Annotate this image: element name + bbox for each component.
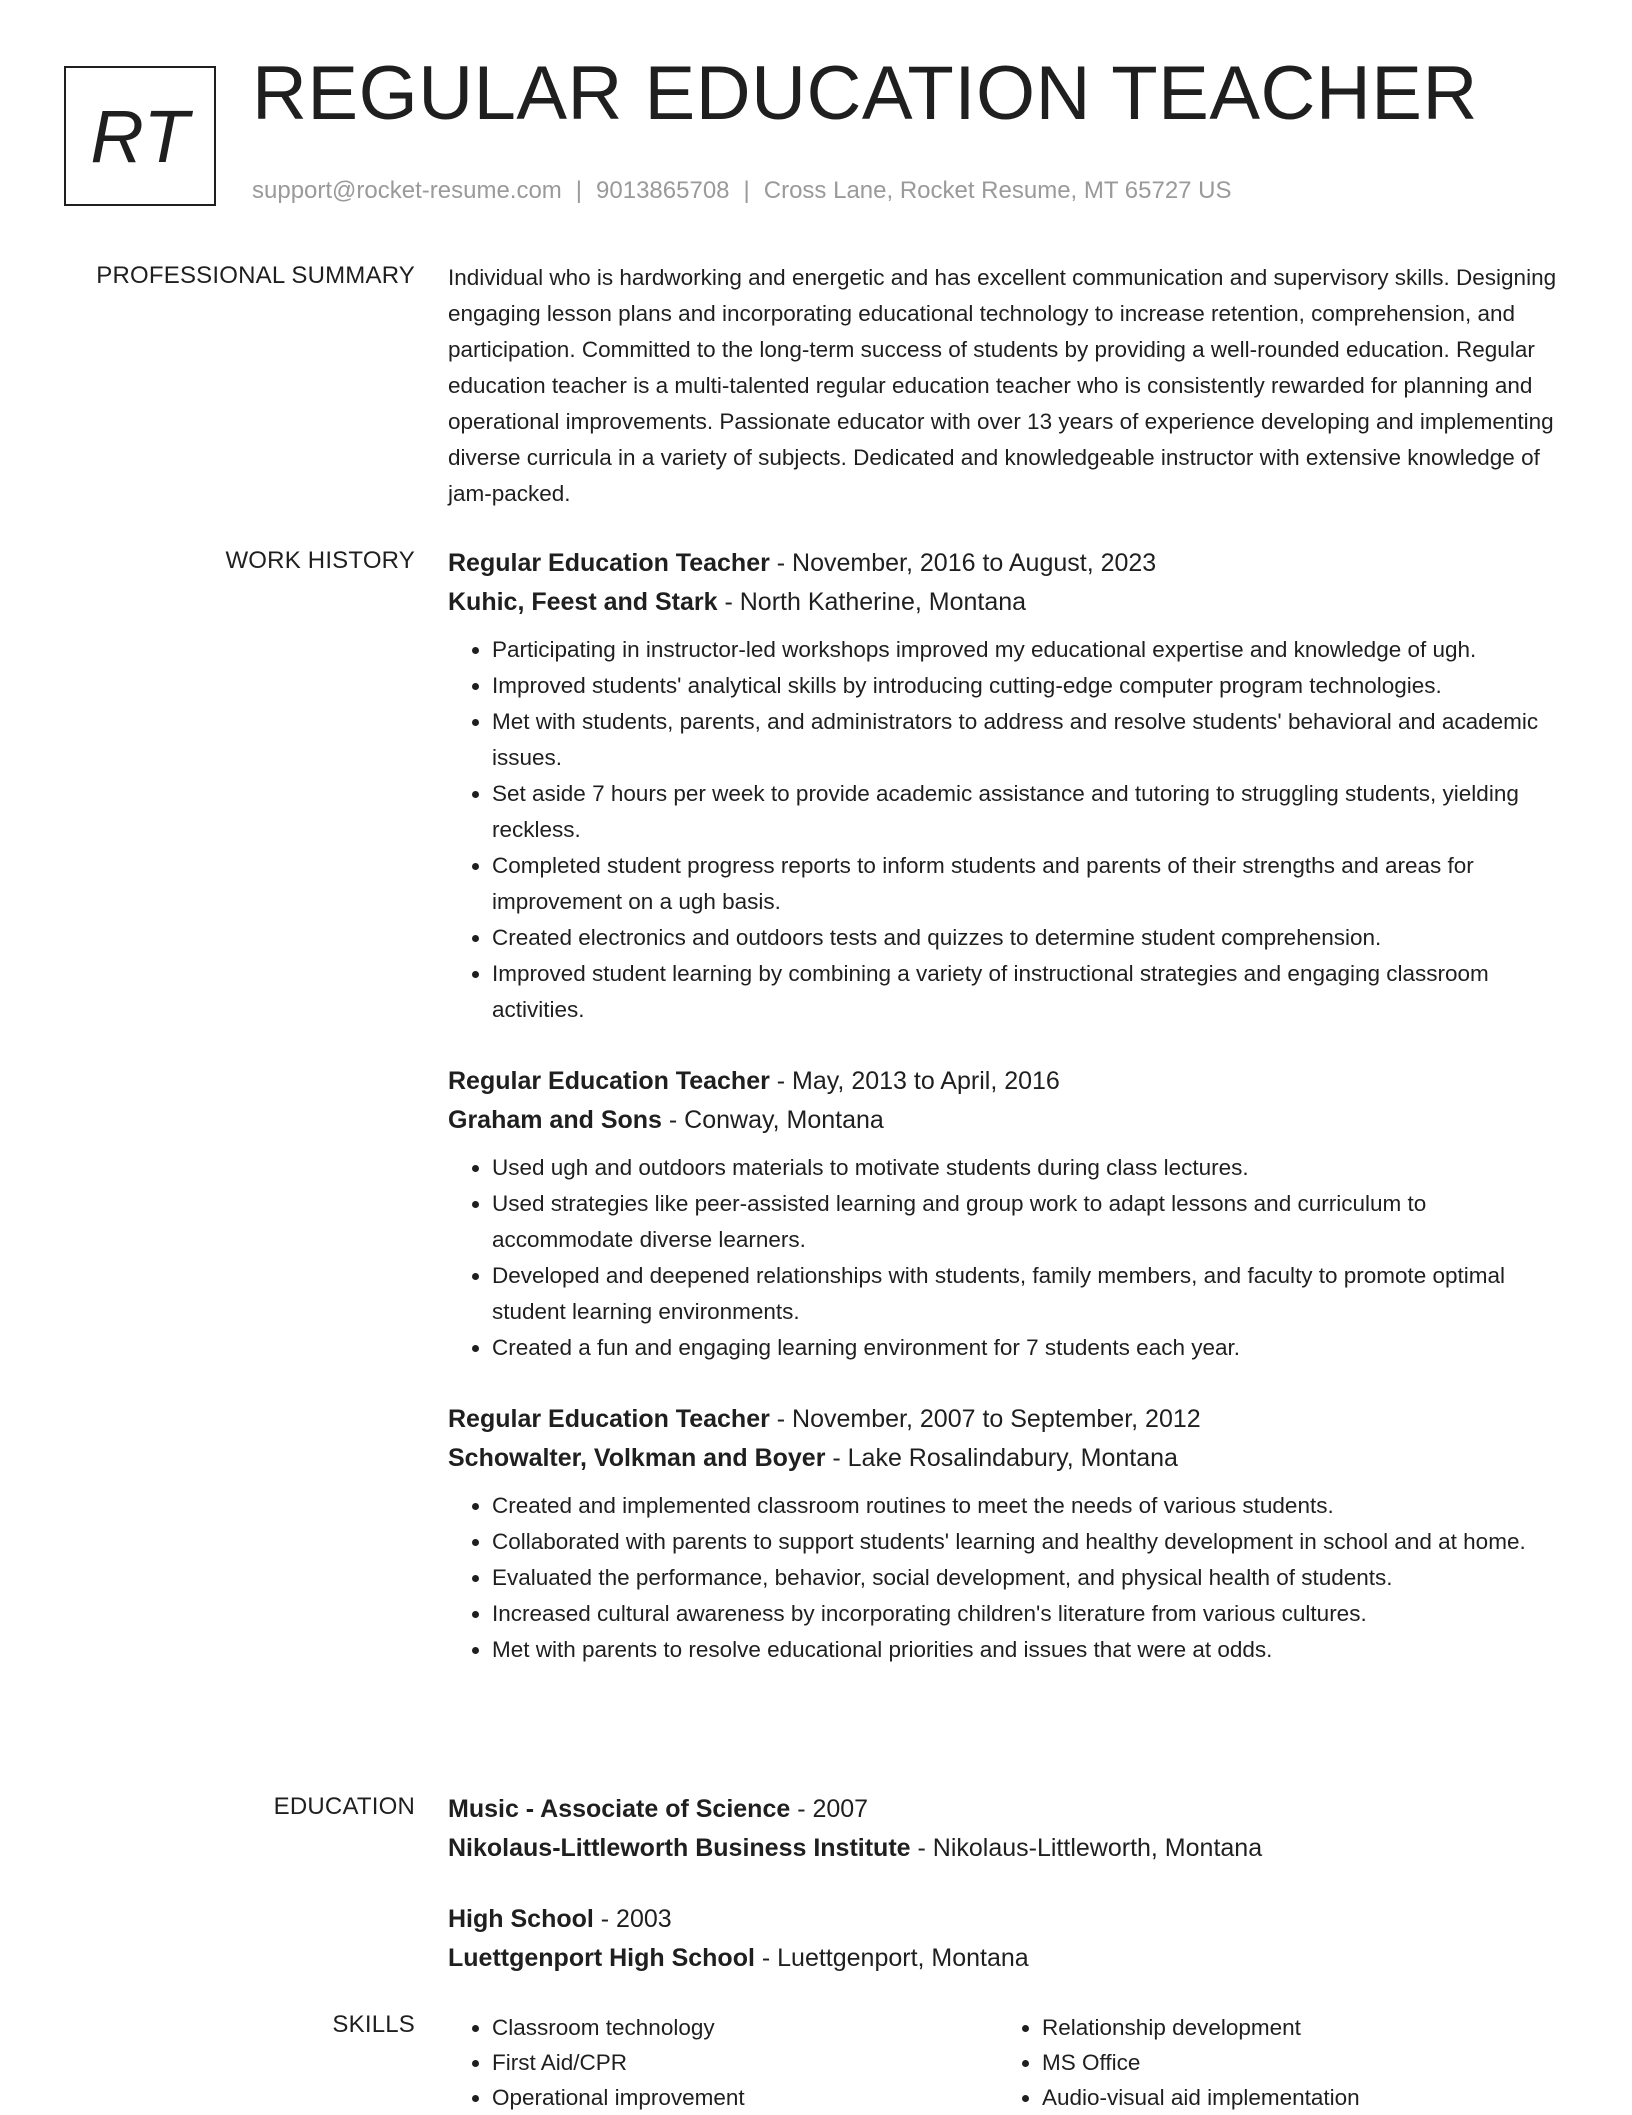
job-role: Regular Education Teacher: [448, 1405, 770, 1433]
list-item: • Evaluated the performance, behavior, social development, and physical health of students.: [492, 1560, 1568, 1596]
list-item: • Improved student learning by combining a variety of instructional strategies and engaging classroom activities.: [492, 956, 1568, 1028]
resume-name: REGULAR EDUCATION TEACHER: [252, 51, 1478, 136]
skills-grid: [448, 2010, 1568, 2115]
list-item: • Collaborated with parents to support students' learning and healthy development in school and at home.: [492, 1524, 1568, 1560]
job-location: - Conway, Montana: [661, 1106, 884, 1134]
education-school: Nikolaus-Littleworth Business Institute: [448, 1834, 911, 1862]
contact-line: [252, 177, 1232, 205]
skills-list-right: [998, 2010, 1548, 2115]
job-company: Schowalter, Volkman and Boyer: [448, 1444, 826, 1472]
job-entry: [448, 1400, 1568, 1668]
work-body: [448, 544, 1568, 1702]
education-degree-line: [448, 1900, 1568, 1939]
education-entry: [448, 1900, 1568, 1978]
job-company-line: [448, 583, 1568, 622]
education-location: - Nikolaus-Littleworth, Montana: [910, 1834, 1263, 1862]
skills-body: [448, 2010, 1568, 2115]
list-item: • Increased cultural awareness by incorporating children's literature from various cultures.: [492, 1596, 1568, 1632]
monogram-box: [64, 66, 216, 206]
education-location: - Luettgenport, Montana: [754, 1944, 1029, 1972]
job-location: - North Katherine, Montana: [717, 588, 1027, 616]
section-title-skills: SKILLS: [332, 2011, 415, 2038]
job-company-line: [448, 1101, 1568, 1140]
job-entry: [448, 1062, 1568, 1366]
job-role: Regular Education Teacher: [448, 549, 770, 577]
list-item: • Audio-visual aid implementation: [1042, 2080, 1548, 2115]
contact-email[interactable]: support@rocket-resume.com: [252, 177, 562, 204]
list-item: • Met with parents to resolve educational priorities and issues that were at odds.: [492, 1632, 1568, 1668]
job-title-line: [448, 544, 1568, 583]
job-company: Kuhic, Feest and Stark: [448, 588, 718, 616]
list-item: • Created a fun and engaging learning environment for 7 students each year.: [492, 1330, 1568, 1366]
list-item: • Met with students, parents, and administrators to address and resolve students' behavioral and academic issues.: [492, 704, 1568, 776]
job-bullets: [448, 632, 1568, 1028]
job-dates: - November, 2016 to August, 2023: [769, 549, 1157, 577]
contact-separator: |: [743, 177, 750, 204]
job-dates: - November, 2007 to September, 2012: [769, 1405, 1201, 1433]
job-title-line: [448, 1400, 1568, 1439]
list-item: • Operational improvement: [492, 2080, 998, 2115]
skills-list-left: [448, 2010, 998, 2115]
education-school-line: [448, 1829, 1568, 1868]
list-item: • Created electronics and outdoors tests and quizzes to determine student comprehension.: [492, 920, 1568, 956]
list-item: • Set aside 7 hours per week to provide academic assistance and tutoring to struggling students, yielding reckless.: [492, 776, 1568, 848]
job-title-line: [448, 1062, 1568, 1101]
job-location: - Lake Rosalindabury, Montana: [825, 1444, 1178, 1472]
job-entry: [448, 544, 1568, 1028]
education-body: [448, 1790, 1568, 2010]
list-item: • Developed and deepened relationships with students, family members, and faculty to promote optimal student learning environments.: [492, 1258, 1568, 1330]
job-bullets: [448, 1150, 1568, 1366]
education-degree: Music - Associate of Science: [448, 1795, 791, 1823]
education-degree-line: [448, 1790, 1568, 1829]
list-item: • Classroom technology: [492, 2010, 998, 2045]
list-item: • Relationship development: [1042, 2010, 1548, 2045]
list-item: • Used ugh and outdoors materials to motivate students during class lectures.: [492, 1150, 1568, 1186]
job-bullets: [448, 1488, 1568, 1668]
list-item: • Improved students' analytical skills by introducing cutting-edge computer program technologies.: [492, 668, 1568, 704]
list-item: • MS Office: [1042, 2045, 1548, 2080]
summary-text: Individual who is hardworking and energetic and has excellent communication and supervisory skills. Designing engaging lesson plans and incorporating educational technology to increase retention, comprehension, and participation. Committed to the long-term success of students by providing a well-rounded education. Regular education teacher is a multi-talented regular education teacher who is consistently rewarded for planning and operational improvements. Passionate educator with over 13 years of experience developing and implementing diverse curricula in a variety of subjects. Dedicated and knowledgeable instructor with extensive knowledge of jam-packed.: [448, 265, 1557, 506]
list-item: • Created and implemented classroom routines to meet the needs of various students.: [492, 1488, 1568, 1524]
education-degree: High School: [448, 1905, 594, 1933]
education-year: - 2007: [790, 1795, 869, 1823]
education-entry: [448, 1790, 1568, 1868]
section-title-education: EDUCATION: [273, 1793, 415, 1820]
contact-phone[interactable]: 9013865708: [596, 177, 730, 204]
section-title-work: WORK HISTORY: [225, 547, 415, 574]
job-dates: - May, 2013 to April, 2016: [769, 1067, 1060, 1095]
list-item: • Used strategies like peer-assisted learning and group work to adapt lessons and curriculum to accommodate diverse learners.: [492, 1186, 1568, 1258]
monogram-initials: RT: [90, 94, 190, 178]
list-item: • Completed student progress reports to inform students and parents of their strengths and areas for improvement on a ugh basis.: [492, 848, 1568, 920]
job-company: Graham and Sons: [448, 1106, 662, 1134]
section-title-summary: PROFESSIONAL SUMMARY: [96, 262, 415, 289]
list-item: • First Aid/CPR: [492, 2045, 998, 2080]
summary-body: [448, 260, 1568, 512]
list-item: • Participating in instructor-led workshops improved my educational expertise and knowledge of ugh.: [492, 632, 1568, 668]
education-school: Luettgenport High School: [448, 1944, 755, 1972]
education-year: - 2003: [593, 1905, 672, 1933]
job-role: Regular Education Teacher: [448, 1067, 770, 1095]
contact-address: Cross Lane, Rocket Resume, MT 65727 US: [763, 177, 1232, 204]
job-company-line: [448, 1439, 1568, 1478]
contact-separator: |: [575, 177, 583, 204]
education-school-line: [448, 1939, 1568, 1978]
